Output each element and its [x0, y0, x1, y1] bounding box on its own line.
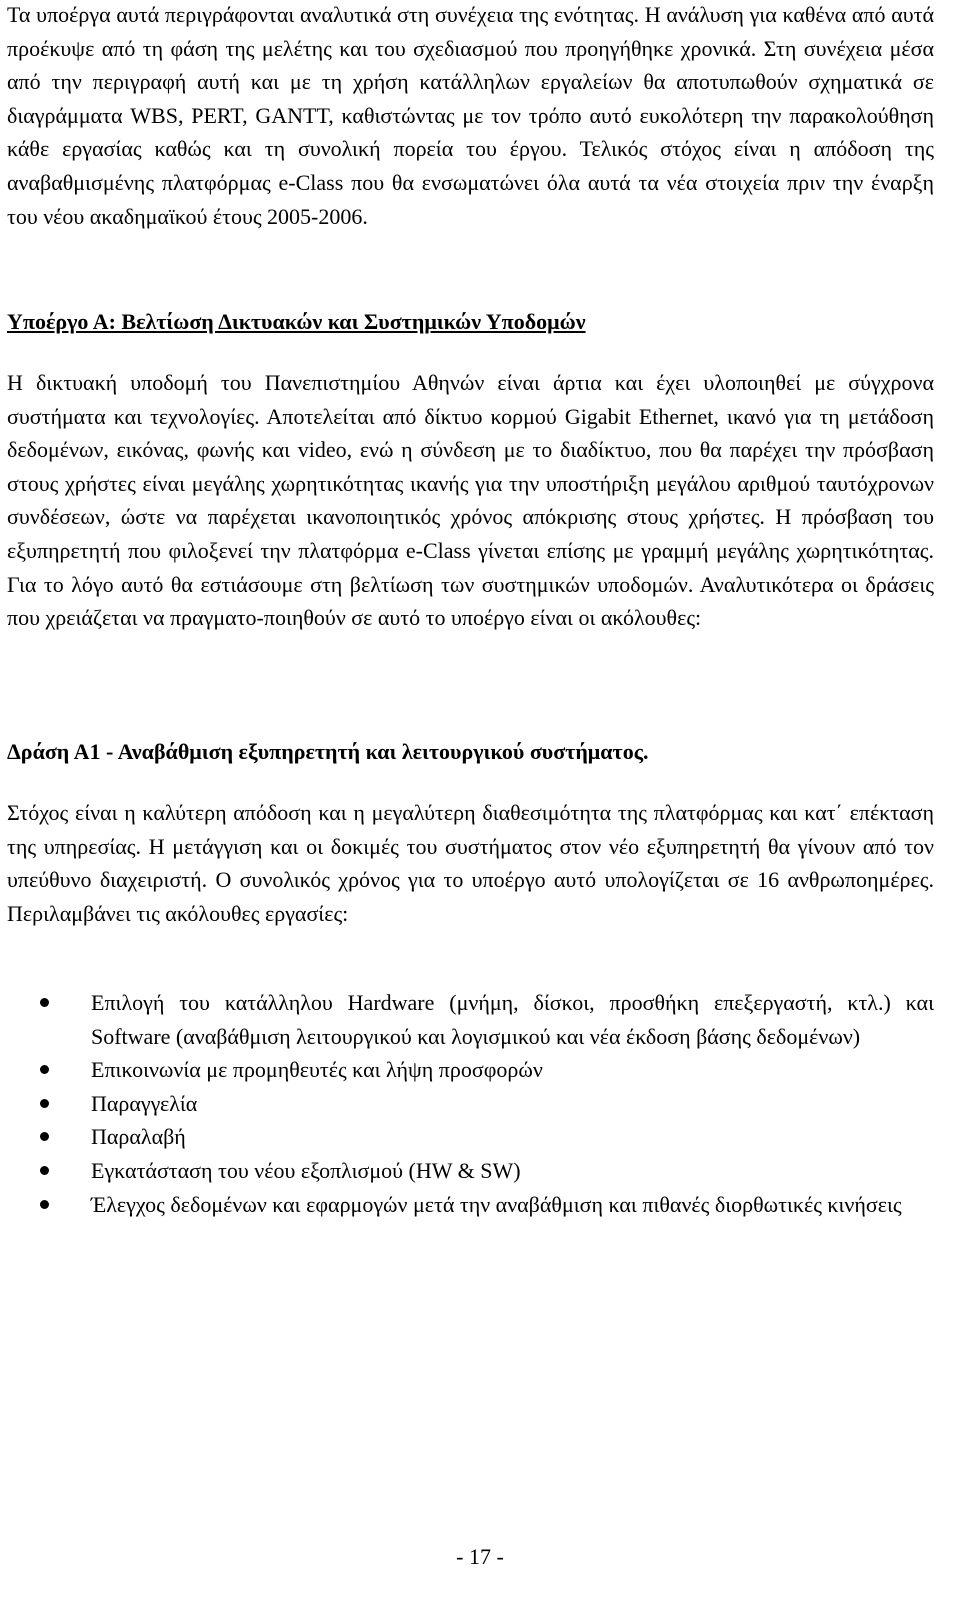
- bullet-icon: [40, 1200, 49, 1209]
- action-heading: Δράση Α1 - Αναβάθμιση εξυπηρετητή και λειτουργικού συστήματος.: [7, 739, 649, 764]
- list-item-text: Παραλαβή: [91, 1124, 186, 1150]
- list-item: [7, 986, 934, 1053]
- list-item-text: Εγκατάσταση του νέου εξοπλισμού (HW & SW): [91, 1157, 521, 1183]
- list-item: [7, 1154, 934, 1188]
- list-item-text: Επικοινωνία με προμηθευτές και λήψη προσφορών: [91, 1057, 543, 1083]
- subproject-heading: Υποέργο Α: Βελτίωση Δικτυακών και Συστημικών Υποδομών: [7, 309, 586, 334]
- list-item-text: Έλεγχος δεδομένων και εφαρμογών μετά την αναβάθμιση και πιθανές διορθωτικές κινήσεις: [91, 1191, 902, 1217]
- list-item: [7, 1053, 934, 1087]
- bullet-icon: [40, 1132, 49, 1141]
- network-paragraph: Η δικτυακή υποδομή του Πανεπιστημίου Αθηνών είναι άρτια και έχει υλοποιηθεί με σύγχρονα συστήματα και τεχνολογίες. Αποτελείται από δίκτυο κορμού Gigabit Ethernet, ικανό για τη μετάδοση δεδομένων, εικόνας, φωνής και video, ενώ η σύνδεση με το διαδίκτυο, που θα παρέχει την πρόσβαση στους χρήστες είναι μεγάλης χωρητικότητας ικανής για την υποστήριξη μεγάλου αριθμού ταυτόχρονων συνδέσεων, ώστε να παρέχεται ικανοποιητικός χρόνος απόκρισης στους χρήστες. Η πρόσβαση του εξυπηρετητή που φιλοξενεί την πλατφόρμα e-Class γίνεται επίσης με γραμμή μεγάλης χωρητικότητας. Για το λόγο αυτό θα εστιάσουμε στη βελτίωση των συστημικών υποδομών. Αναλυτικότερα οι δράσεις που χρειάζεται να πραγματο-ποιηθούν σε αυτό το υποέργο είναι οι ακόλουθες:: [7, 370, 934, 631]
- page-number: - 17 -: [456, 1544, 504, 1569]
- bullet-icon: [40, 1065, 49, 1074]
- bullet-icon: [40, 1099, 49, 1108]
- list-item-text: Επιλογή του κατάλληλου Hardware (μνήμη, δίσκοι, προσθήκη επεξεργαστή, κτλ.) και Software (αναβάθμιση λειτουργικού και λογισμικού και νέα έκδοση βάσης δεδομένων): [91, 990, 934, 1049]
- list-item: [7, 1188, 934, 1222]
- list-item: [7, 1087, 934, 1121]
- list-item-text: Παραγγελία: [91, 1090, 198, 1116]
- intro-paragraph: Τα υποέργα αυτά περιγράφονται αναλυτικά στη συνέχεια της ενότητας. Η ανάλυση για καθένα από αυτά προέκυψε από τη φάση της μελέτης και του σχεδιασμού που προηγήθηκε χρονικά. Στη συνέχεια μέσα από την περιγραφή αυτή και με τη χρήση κατάλληλων εργαλείων θα αποτυπωθούν σχηματικά σε διαγράμματα WBS, PERT, GANTT, καθιστώντας με τον τρόπο αυτό ευκολότερη την παρακολούθηση κάθε εργασίας καθώς και τη συνολική πορεία του έργου. Τελικός στόχος είναι η απόδοση της αναβαθμισμένης πλατφόρμας e-Class που θα ενσωματώνει όλα αυτά τα νέα στοιχεία πριν την έναρξη του νέου ακαδημαϊκού έτους 2005-2006.: [7, 2, 934, 229]
- task-list: [7, 986, 934, 1221]
- goal-paragraph: Στόχος είναι η καλύτερη απόδοση και η μεγαλύτερη διαθεσιμότητα της πλατφόρμας και κατ΄ επέκταση της υπηρεσίας. Η μετάγγιση και οι δοκιμές του συστήματος στον νέο εξυπηρετητή θα γίνουν από τον υπεύθυνο διαχειριστή. Ο συνολικός χρόνος για το υποέργο αυτό υπολογίζεται σε 16 ανθρωποημέρες. Περιλαμβάνει τις ακόλουθες εργασίες:: [7, 800, 934, 926]
- bullet-icon: [40, 1166, 49, 1175]
- bullet-icon: [40, 998, 49, 1007]
- list-item: [7, 1120, 934, 1154]
